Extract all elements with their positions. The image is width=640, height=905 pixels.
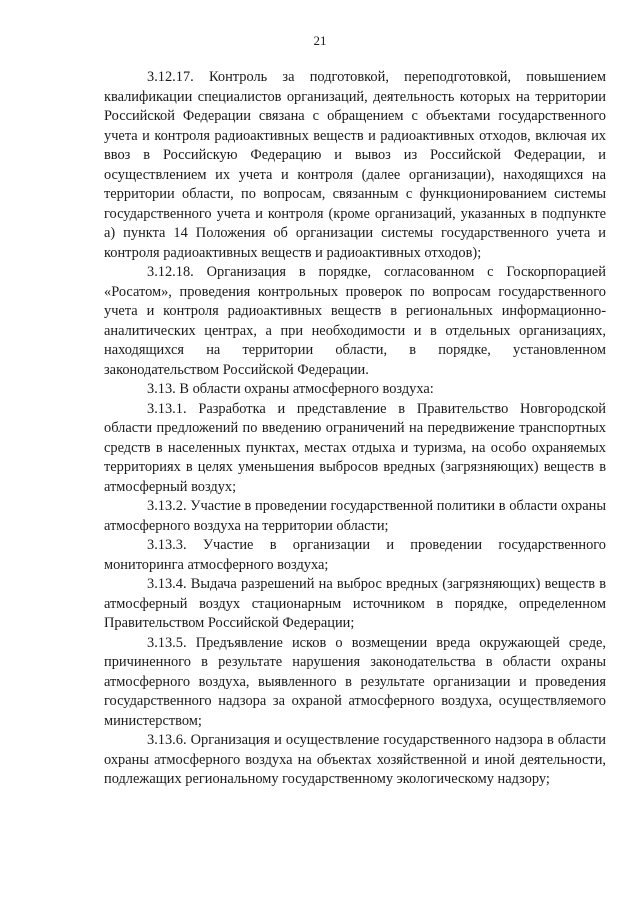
paragraph-3-13-2: 3.13.2. Участие в проведении государственной политики в области охраны атмосферного воздуха на территории области; — [104, 498, 606, 534]
paragraph-3-12-17: 3.12.17. Контроль за подготовкой, переподготовкой, повышением квалификации специалистов организаций, деятельность которых на территории Российской Федерации связана с обращением с объектами государственного учета и контроля радиоактивных веществ и радиоактивных отходов, включая их ввоз в Российскую Федерацию и вывоз из Российской Федерации, и осуществлением их учета и контроля (далее организации), находящихся на территории области, по вопросам, связанным с функционированием системы государственного учета и контроля (кроме организаций, указанных в подпункте а) пункта 14 Положения об организации системы государственного учета и контроля радиоактивных веществ и радиоактивных отходов); — [104, 69, 606, 261]
section-heading-3-13: 3.13. В области охраны атмосферного воздуха: — [147, 381, 434, 397]
paragraph-3-13-4: 3.13.4. Выдача разрешений на выброс вредных (загрязняющих) веществ в атмосферный воздух стационарным источником в порядке, определенном Правительством Российской Федерации; — [104, 576, 606, 631]
paragraph-3-13-3: 3.13.3. Участие в организации и проведении государственного мониторинга атмосферного воздуха; — [104, 537, 606, 573]
paragraph-3-13-5: 3.13.5. Предъявление исков о возмещении вреда окружающей среде, причиненного в результате нарушения законодательства в области охраны атмосферного воздуха, выявленного в результате организации и проведения государственного надзора за охраной атмосферного воздуха, осуществляемого министерством; — [104, 634, 606, 729]
page-number: 21 — [313, 33, 327, 48]
paragraph-3-13-1: 3.13.1. Разработка и представление в Правительство Новгородской области предложений по введению ограничений на передвижение транспортных средств в населенных пунктах, местах отдыха и туризма, на особо охраняемых территориях в целях уменьшения выбросов вредных (загрязняющих) веществ в атмосферный воздух; — [104, 400, 606, 495]
paragraph-3-12-18: 3.12.18. Организация в порядке, согласованном с Госкорпорацией «Росатом», проведения контрольных проверок по вопросам государственного учета и контроля радиоактивных веществ в региональных информационно-аналитических центрах, а при необходимости и в отдельных организациях, находящихся на территории области, в порядке, установленном законодательством Российской Федерации. — [104, 264, 606, 378]
document-body — [104, 68, 606, 790]
paragraph-3-13-6: 3.13.6. Организация и осуществление государственного надзора в области охраны атмосферного воздуха на объектах хозяйственной и иной деятельности, подлежащих региональному государственному экологическому надзору; — [104, 732, 606, 787]
